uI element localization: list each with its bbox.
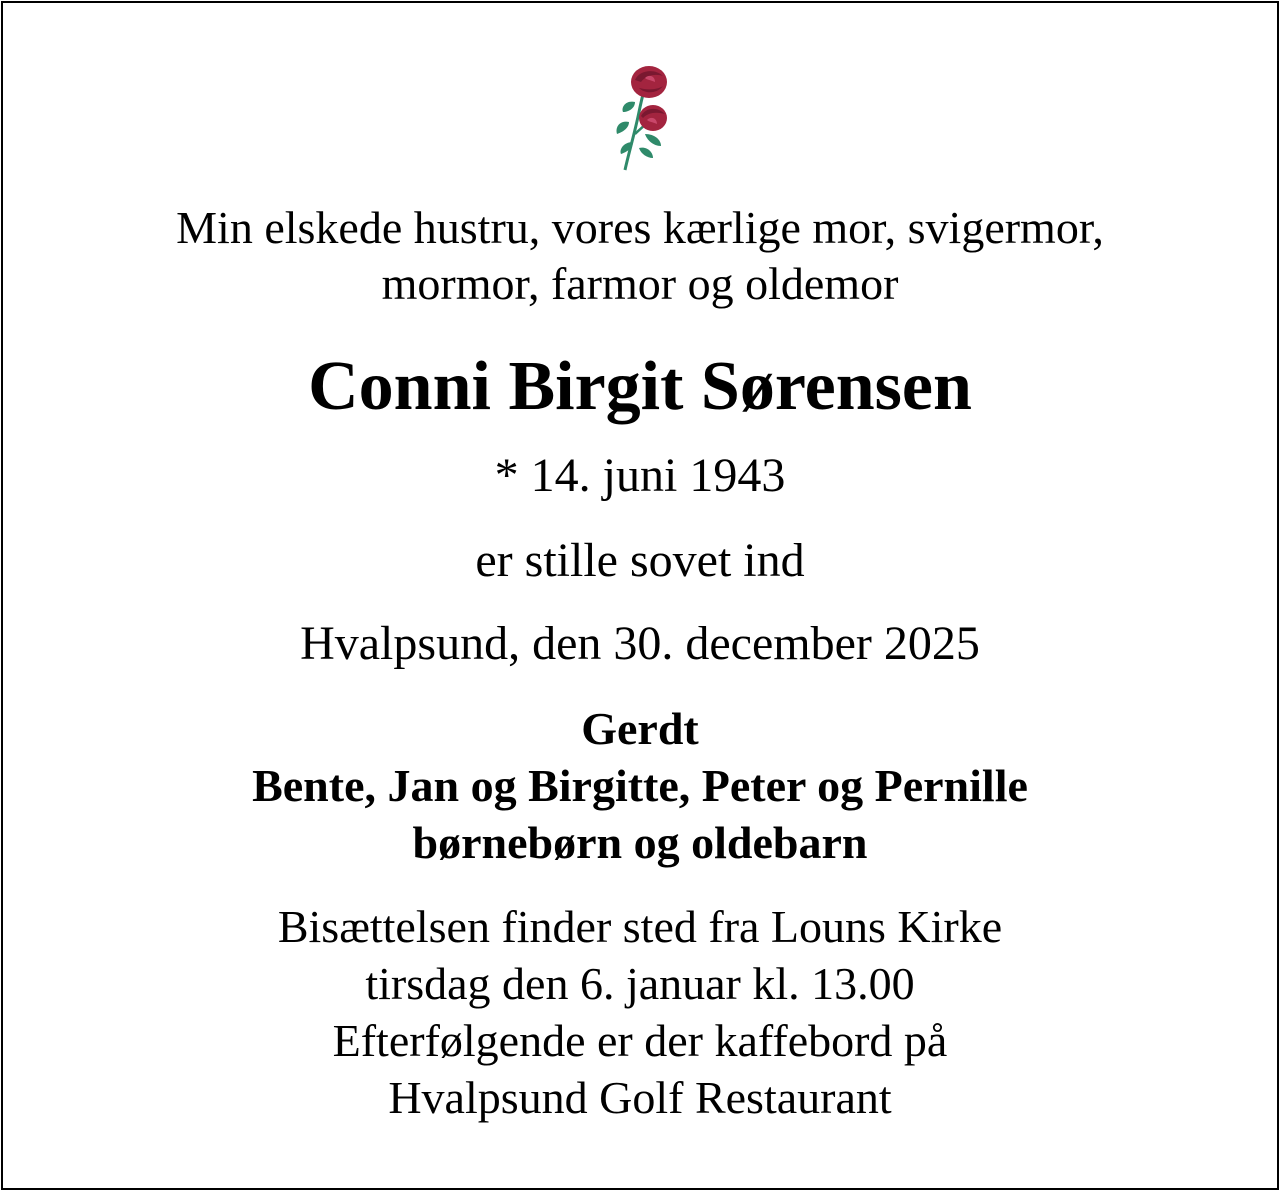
family-line: Gerdt bbox=[581, 703, 699, 754]
funeral-line: tirsdag den 6. januar kl. 13.00 bbox=[365, 958, 915, 1009]
funeral-line: Hvalpsund Golf Restaurant bbox=[388, 1072, 892, 1123]
funeral-line: Bisættelsen finder sted fra Louns Kirke bbox=[277, 901, 1003, 952]
funeral-line: Efterfølgende er der kaffebord på bbox=[332, 1015, 948, 1066]
family-line: børnebørn og oldebarn bbox=[412, 817, 868, 868]
intro-text bbox=[0, 200, 1280, 312]
intro-line: Min elskede hustru, vores kærlige mor, svigermor, bbox=[176, 202, 1104, 253]
rose-icon bbox=[605, 62, 677, 174]
deceased-name: Conni Birgit Sørensen bbox=[308, 348, 972, 425]
place-and-date: Hvalpsund, den 30. december 2025 bbox=[300, 617, 980, 670]
intro-line: mormor, farmor og oldemor bbox=[381, 258, 899, 309]
passed-away-text: er stille sovet ind bbox=[475, 534, 805, 587]
funeral-info bbox=[0, 898, 1280, 1126]
family-line: Bente, Jan og Birgitte, Peter og Pernille bbox=[252, 760, 1028, 811]
family-signature bbox=[0, 700, 1280, 871]
birth-date: * 14. juni 1943 bbox=[494, 449, 786, 502]
